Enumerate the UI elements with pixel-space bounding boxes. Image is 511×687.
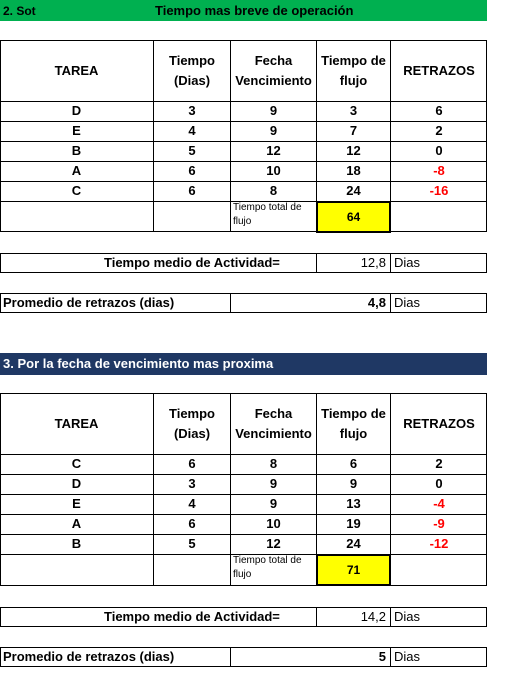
medio-actividad-unit: Dias <box>394 609 421 624</box>
header-tiempo-line2: (Dias) <box>173 426 211 441</box>
cell-tarea: C <box>71 456 82 471</box>
cell-retrazo: 2 <box>435 123 443 138</box>
cell-tiempo: 5 <box>188 536 196 551</box>
total-flujo-label: Tiempo total de flujo <box>233 202 302 227</box>
cell-tarea: D <box>71 476 82 491</box>
total-flujo-value: 71 <box>316 554 391 586</box>
cell-flujo: 18 <box>346 163 361 178</box>
total-flujo-value: 64 <box>316 201 391 233</box>
header-fecha-line1: Fecha <box>254 406 293 421</box>
header-flujo-line1: Tiempo de <box>321 53 386 68</box>
promedio-retrazos-unit: Dias <box>394 295 421 310</box>
cell-fecha: 9 <box>269 123 278 138</box>
cell-retrazo: -16 <box>429 183 449 198</box>
cell-tiempo: 5 <box>188 143 196 158</box>
cell-fecha: 8 <box>269 456 278 471</box>
cell-tarea: B <box>71 536 82 551</box>
header-tiempo-line1: Tiempo <box>169 53 215 68</box>
cell-tiempo: 3 <box>188 476 196 491</box>
cell-tarea: B <box>71 143 82 158</box>
cell-flujo: 19 <box>346 516 361 531</box>
header-fecha <box>231 394 316 454</box>
header-retrazos: RETRAZOS <box>403 416 475 431</box>
cell-fecha: 12 <box>266 536 281 551</box>
header-flujo-line1: Tiempo de <box>321 406 386 421</box>
cell-fecha: 9 <box>269 103 278 118</box>
cell-retrazo: 2 <box>435 456 443 471</box>
total-flujo-label: Tiempo total de flujo <box>233 555 302 580</box>
header-retrazos: RETRAZOS <box>403 63 475 78</box>
cell-tiempo: 4 <box>188 123 196 138</box>
cell-flujo: 3 <box>349 103 358 118</box>
cell-fecha: 9 <box>269 476 278 491</box>
promedio-retrazos-unit: Dias <box>394 649 421 664</box>
promedio-retrazos-value: 5 <box>378 649 386 664</box>
header-flujo-line2: flujo <box>339 426 368 441</box>
cell-flujo: 7 <box>349 123 358 138</box>
medio-actividad-label: Tiempo medio de Actividad= <box>104 255 280 270</box>
header-fecha-line1: Fecha <box>254 53 293 68</box>
medio-actividad-value: 14,2 <box>360 609 386 624</box>
cell-fecha: 10 <box>266 163 281 178</box>
cell-flujo: 6 <box>349 456 358 471</box>
header-tiempo <box>154 394 230 454</box>
cell-tiempo: 3 <box>188 103 196 118</box>
cell-tiempo: 6 <box>188 456 196 471</box>
cell-tiempo: 6 <box>188 163 196 178</box>
promedio-retrazos-value: 4,8 <box>367 295 386 310</box>
cell-fecha: 8 <box>269 183 278 198</box>
cell-flujo: 9 <box>349 476 358 491</box>
cell-flujo: 13 <box>346 496 361 511</box>
medio-actividad-unit: Dias <box>394 255 421 270</box>
cell-flujo: 24 <box>346 536 361 551</box>
cell-tiempo: 6 <box>188 516 196 531</box>
cell-tiempo: 4 <box>188 496 196 511</box>
cell-retrazo: -12 <box>429 536 449 551</box>
section2-title: 3. Por la fecha de vencimiento mas proxima <box>3 356 274 371</box>
cell-tarea: E <box>72 496 81 511</box>
header-flujo <box>317 41 390 101</box>
header-tarea: TAREA <box>54 63 99 78</box>
header-tiempo-line1: Tiempo <box>169 406 215 421</box>
cell-tarea: A <box>71 163 82 178</box>
cell-flujo: 24 <box>346 183 361 198</box>
cell-retrazo: -9 <box>433 516 445 531</box>
section1-title: Tiempo mas breve de operación <box>155 2 354 18</box>
cell-tiempo: 6 <box>188 183 196 198</box>
cell-retrazo: 6 <box>435 103 443 118</box>
header-tiempo <box>154 41 230 101</box>
cell-retrazo: 0 <box>435 143 443 158</box>
cell-retrazo: 0 <box>435 476 443 491</box>
medio-actividad-label: Tiempo medio de Actividad= <box>104 609 280 624</box>
cell-tarea: C <box>71 183 82 198</box>
medio-actividad-value: 12,8 <box>360 255 386 270</box>
header-flujo <box>317 394 390 454</box>
cell-tarea: A <box>71 516 82 531</box>
promedio-retrazos-label: Promedio de retrazos (dias) <box>3 649 175 664</box>
cell-fecha: 9 <box>269 496 278 511</box>
header-fecha-line2: Vencimiento <box>235 426 312 441</box>
cell-retrazo: -8 <box>433 163 445 178</box>
cell-tarea: D <box>71 103 82 118</box>
cell-flujo: 12 <box>346 143 361 158</box>
header-tiempo-line2: (Dias) <box>173 73 211 88</box>
header-flujo-line2: flujo <box>339 73 368 88</box>
cell-tarea: E <box>72 123 81 138</box>
cell-fecha: 12 <box>266 143 281 158</box>
header-tarea: TAREA <box>54 416 99 431</box>
header-fecha <box>231 41 316 101</box>
header-fecha-line2: Vencimiento <box>235 73 312 88</box>
section1-label: 2. Sot <box>3 3 36 18</box>
cell-fecha: 10 <box>266 516 281 531</box>
cell-retrazo: -4 <box>433 496 445 511</box>
promedio-retrazos-label: Promedio de retrazos (dias) <box>3 295 175 310</box>
